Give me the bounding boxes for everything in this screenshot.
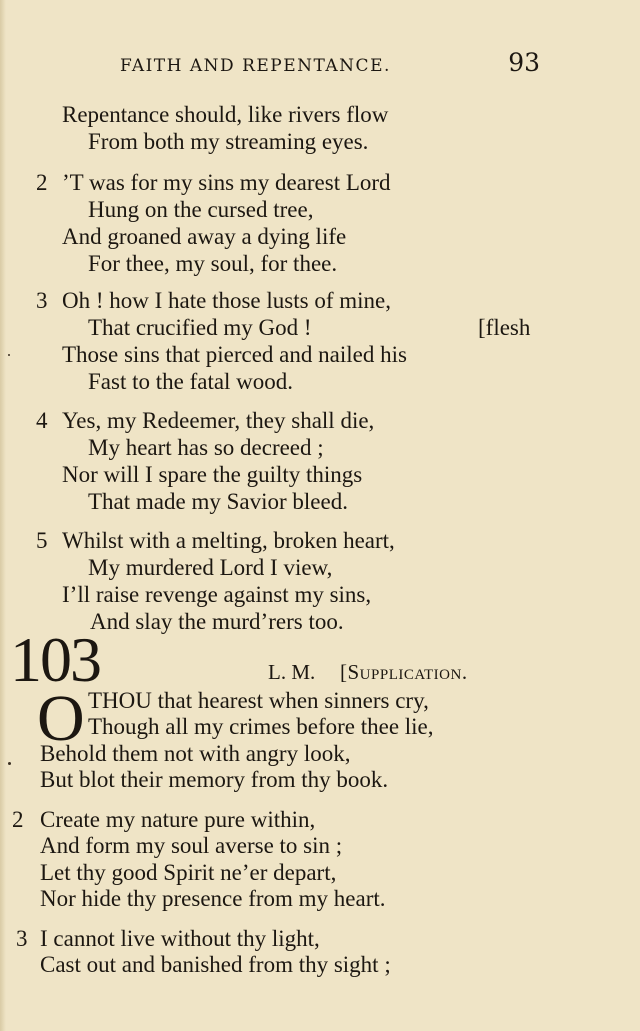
- verse-line: My murdered Lord I view,: [88, 555, 333, 580]
- meter-label: L. M.: [268, 660, 316, 684]
- verse-line: ’T was for my sins my dearest Lord: [62, 170, 391, 195]
- drop-cap: O: [37, 682, 85, 755]
- verse-line: Yes, my Redeemer, they shall die,: [62, 408, 375, 433]
- verse-turnover: [flesh: [478, 315, 531, 340]
- verse-line: Fast to the fatal wood.: [88, 369, 294, 394]
- print-speck: [8, 762, 11, 765]
- running-head: FAITH AND REPENTANCE.: [120, 56, 391, 76]
- page-edge: [0, 0, 6, 1031]
- verse-number: 3: [16, 926, 28, 951]
- verse-line: For thee, my soul, for thee.: [88, 251, 338, 276]
- verse-line: Cast out and banished from thy sight ;: [40, 952, 391, 977]
- verse-line: Oh ! how I hate those lusts of mine,: [62, 288, 391, 313]
- verse-line: THOU that hearest when sinners cry,: [88, 688, 429, 713]
- verse-number: 2: [36, 170, 48, 195]
- verse-line: Let thy good Spirit ne’er depart,: [40, 860, 337, 885]
- page-header: [120, 48, 550, 82]
- verse-line: My heart has so decreed ;: [88, 435, 324, 460]
- verse-line: From both my streaming eyes.: [88, 129, 369, 154]
- verse-number: 4: [36, 408, 48, 433]
- verse-line: And groaned away a dying life: [62, 224, 347, 249]
- verse-line: That made my Savior bleed.: [88, 489, 348, 514]
- verse-line: I’ll raise revenge against my sins,: [62, 582, 372, 607]
- verse-line: I cannot live without thy light,: [40, 926, 320, 951]
- verse-number: 5: [36, 528, 48, 553]
- verse-line: Whilst with a melting, broken heart,: [62, 528, 395, 553]
- verse-number: 2: [12, 807, 24, 832]
- verse-line: But blot their memory from thy book.: [40, 767, 389, 792]
- verse-line: And form my soul averse to sin ;: [40, 833, 343, 858]
- tune-label: [Supplication.: [340, 660, 468, 684]
- verse-line: Nor will I spare the guilty things: [62, 462, 363, 487]
- print-speck: [8, 354, 10, 356]
- page-number: 93: [508, 48, 540, 77]
- verse-number: 3: [36, 288, 48, 313]
- verse-line: Behold them not with angry look,: [40, 741, 351, 766]
- verse-line: Hung on the cursed tree,: [88, 197, 314, 222]
- verse-line: That crucified my God !: [88, 315, 312, 340]
- verse-line: Those sins that pierced and nailed his: [62, 342, 407, 367]
- verse-line: Repentance should, like rivers flow: [62, 102, 389, 127]
- verse-line: Create my nature pure within,: [40, 807, 316, 832]
- verse-line: And slay the murd’rers too.: [90, 609, 344, 634]
- verse-line: Though all my crimes before thee lie,: [88, 714, 434, 739]
- verse-line: Nor hide thy presence from my heart.: [40, 886, 386, 911]
- hymn-number: 103: [10, 624, 100, 695]
